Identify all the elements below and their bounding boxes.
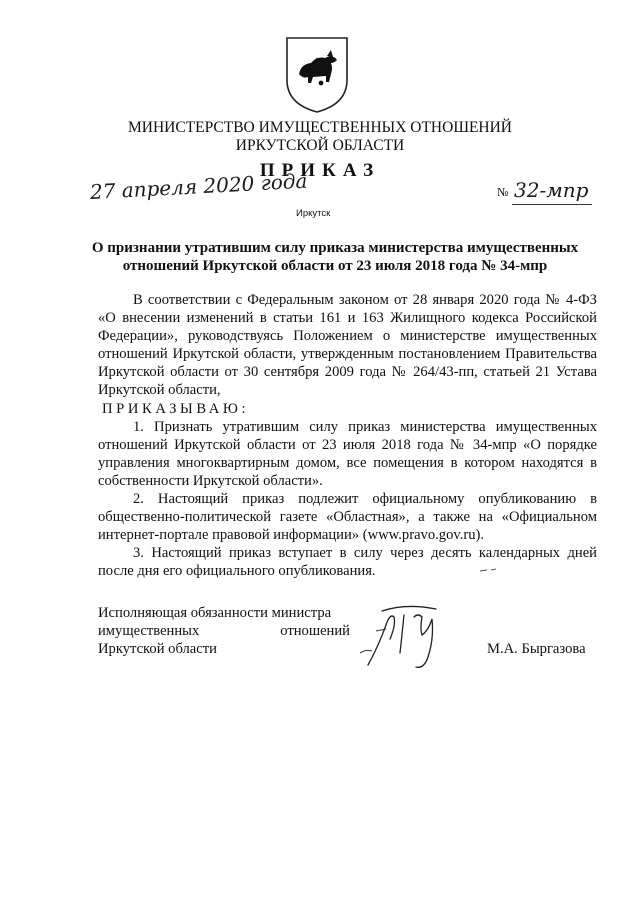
ministry-name-line1: МИНИСТЕРСТВО ИМУЩЕСТВЕННЫХ ОТНОШЕНИЙ: [127, 119, 513, 136]
number-prefix: №: [497, 185, 509, 199]
preamble-paragraph: В соответствии с Федеральным законом от 28 января 2020 года № 4-ФЗ «О внесении изменений в статьи 161 и 163 Жилищного кодекса Российской Федерации», руководствуясь Положением о министерстве имущественных отношений Иркутской области, утвержденным постановлением Правительства Иркутской области от 30 сентября 2009 года № 264/43-пп, статьей 21 Устава Иркутской области,: [98, 292, 597, 399]
order-item-3: 3. Настоящий приказ вступает в силу через десять календарных дней после дня его официального опубликования.: [98, 545, 597, 580]
stray-mark: [478, 567, 498, 573]
order-word: ПРИКАЗЫВАЮ:: [102, 400, 250, 417]
signatory-title-line2: имущественных отношений: [98, 623, 350, 639]
city-label: Иркутск: [296, 208, 331, 219]
handwritten-date: 27 апреля 2020 года: [89, 168, 308, 204]
handwritten-signature: [356, 595, 466, 675]
signatory-title-line3: Иркутской области: [98, 641, 217, 657]
handwritten-order-number: 32-мпр: [514, 178, 589, 202]
signatory-title-line1: Исполняющая обязанности министра: [98, 605, 332, 621]
document-type-title: ПРИКАЗ: [259, 160, 381, 181]
heading-line2: отношений Иркутской области от 23 июля 2018 года № 34-мпр: [122, 258, 548, 274]
ministry-name-line2: ИРКУТСКОЙ ОБЛАСТИ: [235, 137, 405, 154]
coat-of-arms-emblem: [281, 30, 353, 116]
document-body: [98, 291, 597, 581]
order-item-2: 2. Настоящий приказ подлежит официальному опубликованию в общественно-политической газете «Областная», а также на «Официальном интернет-портале правовой информации» (www.pravo.gov.ru).: [98, 491, 597, 544]
signatory-name: М.А. Быргазова: [487, 641, 586, 657]
signatory-title: [98, 604, 350, 658]
document-heading: [70, 239, 600, 275]
heading-line1: О признании утратившим силу приказа министерства имущественных: [91, 240, 579, 256]
order-item-1: 1. Признать утратившим силу приказ министерства имущественных отношений Иркутской области от 23 июля 2018 года № 34-мпр «О порядке управления многоквартирным домом, все помещения в котором находятся в собственности Иркутской области».: [98, 418, 597, 489]
number-underline: [512, 204, 592, 205]
